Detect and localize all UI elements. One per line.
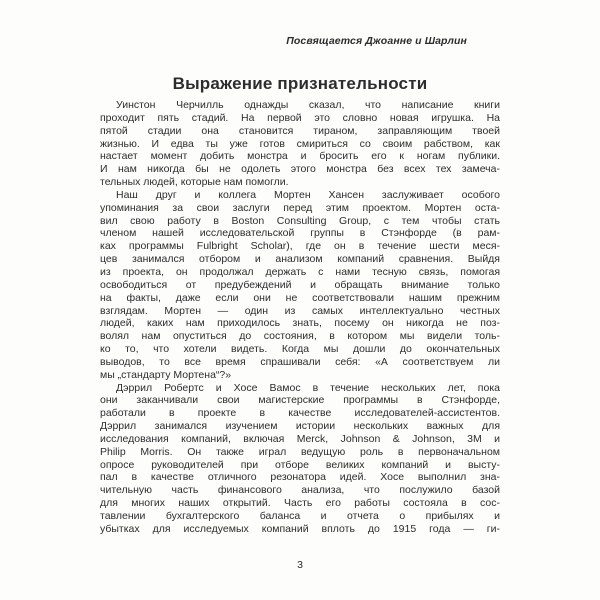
text-line: Дэррил занимался изучением истории нескольких важных для bbox=[100, 420, 500, 433]
text-line: пятой стадии она становится тираном, заправляющим твоей bbox=[100, 124, 500, 137]
text-line: пал в качестве отличного резонатора идей. Хосе выполнил зна- bbox=[100, 471, 500, 484]
text-line: Дэррил Робертс и Хосе Вамос в течение нескольких лет, пока bbox=[116, 381, 500, 394]
text-line: настает момент добить монстра и бросить его к ногам публики. bbox=[100, 150, 500, 163]
text-line: тавлении бухгалтерского баланса и отчета о прибылях и bbox=[100, 510, 500, 522]
text-line: тельных людей, которые нам помогли. bbox=[100, 176, 289, 189]
text-line: волял нам опуститься до состояния, в котором мы видели толь- bbox=[100, 330, 500, 343]
text-line: для многих наших открытий. Часть его работы состояла в сос- bbox=[100, 497, 500, 510]
paragraph bbox=[100, 99, 500, 189]
text-line: работали в проекте в качестве исследователей-ассистентов. bbox=[100, 407, 500, 420]
text-line: ках программы Fulbright Scholar), где он в течение шести меся- bbox=[100, 240, 500, 253]
text-line: Philip Morris. Он также играл ведущую роль в первоначальном bbox=[100, 445, 500, 458]
dedication: Посвящается Джоанне и Шарлин bbox=[286, 35, 467, 47]
text-line: И нам никогда бы не одолеть этого монстра без всех тех замеча- bbox=[100, 163, 500, 176]
text-line: членом нашей исследовательской группы в Стэнфорде (в рам- bbox=[100, 227, 500, 240]
text-line: опросе руководителей при отборе великих компаний и высту- bbox=[100, 458, 500, 471]
text-line: взглядам. Мортен — один из самых интеллектуально честных bbox=[100, 304, 500, 317]
text-line: ко то, что хотели видеть. Когда мы дошли до окончательных bbox=[100, 343, 500, 356]
text-line: освободиться от предубеждений и обращать внимание только bbox=[100, 278, 500, 291]
page-title: Выражение признательности bbox=[172, 74, 428, 93]
text-line: вил свою работу в Boston Consulting Group, с тем чтобы стать bbox=[100, 214, 500, 227]
text-line: упоминания за свои заслуги перед этим проектом. Мортен оста- bbox=[100, 201, 500, 214]
text-line: проходит пять стадий. На первой это словно новая игрушка. На bbox=[100, 111, 500, 124]
text-line: они заканчивали свои магистерские программы в Стэнфорде, bbox=[100, 394, 500, 407]
text-line: убытках для исследуемых компаний вплоть до 1915 года — ги- bbox=[100, 522, 500, 535]
text-line: выводов, то все время спрашивали себя: «А соответствуем ли bbox=[100, 355, 500, 368]
paragraph bbox=[100, 382, 500, 536]
text-line: цев занимался отбором и анализом компаний сравнения. Выйдя bbox=[100, 253, 500, 266]
text-line: мы „стандарту Мортена“?» bbox=[100, 368, 232, 381]
text-line: из проекта, он продолжал держать с нами тесную связь, помогая bbox=[100, 265, 500, 278]
text-line: Наш друг и коллега Мортен Хансен заслуживает особого bbox=[116, 188, 500, 201]
text-line: на факты, даже если они не соответствовали нашим прежним bbox=[100, 291, 500, 304]
text-line: людей, каких нам приходилось знать, посему он никогда не поз- bbox=[100, 317, 500, 330]
page-number: 3 bbox=[297, 559, 303, 571]
paragraph bbox=[100, 189, 500, 382]
text-line: Уинстон Черчилль однажды сказал, что написание книги bbox=[116, 99, 500, 111]
text-line: чительную часть финансового анализа, что послужило базой bbox=[100, 484, 500, 497]
body-text bbox=[100, 99, 500, 536]
text-line: жизнью. И едва ты уже готов смириться со своим рабством, как bbox=[100, 137, 500, 150]
text-line: исследования компаний, включая Merck, Johnson & Johnson, 3M и bbox=[100, 432, 500, 445]
